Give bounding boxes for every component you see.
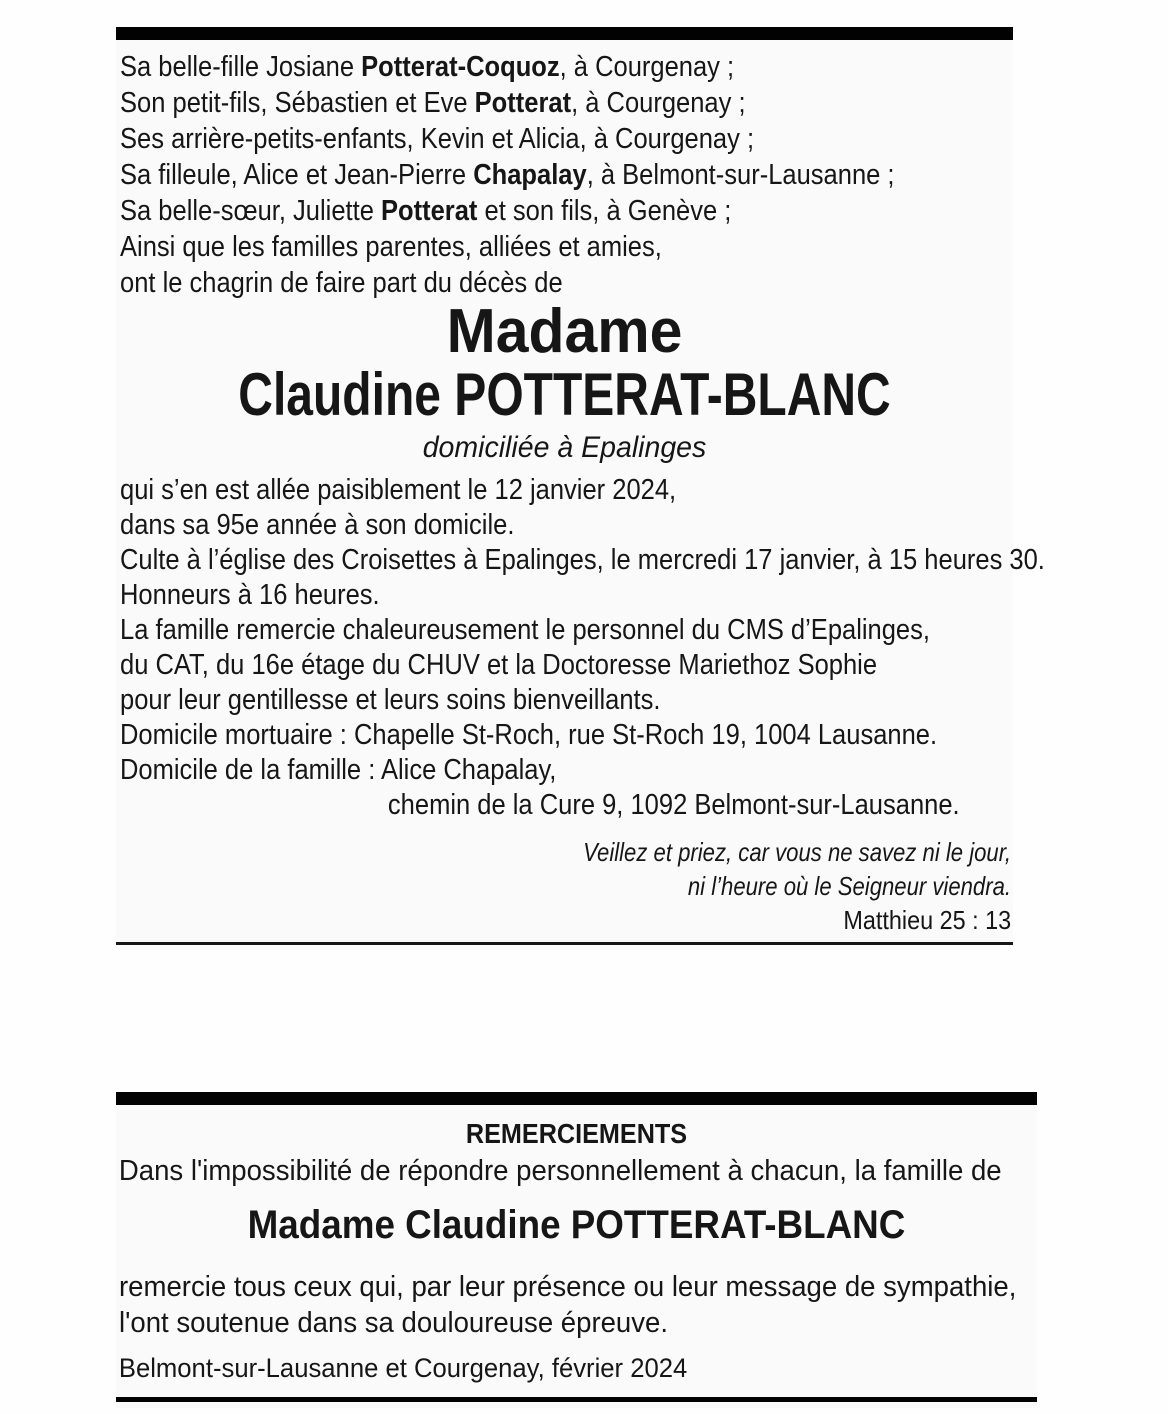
- scripture-verse: [116, 835, 1013, 903]
- notice-body: [116, 473, 1045, 788]
- family-line: Sa belle-sœur, Juliette Potterat et son fils, à Genève ;: [120, 195, 732, 227]
- family-line: Sa filleule, Alice et Jean-Pierre Chapalay, à Belmont-sur-Lausanne ;: [120, 159, 895, 191]
- deceased-title: Madame: [446, 297, 683, 366]
- body-line: dans sa 95e année à son domicile.: [120, 509, 515, 541]
- scripture-reference: Matthieu 25 : 13: [843, 905, 1012, 935]
- thanks-footer: Belmont-sur-Lausanne et Courgenay, février 2024: [118, 1353, 688, 1383]
- bottom-rule-thick: [116, 1397, 1037, 1402]
- top-divider-bar: [116, 27, 1013, 40]
- family-line: Sa belle-fille Josiane Potterat-Coquoz, à Courgenay ;: [120, 51, 735, 83]
- thanks-deceased-name: Madame Claudine POTTERAT-BLANC: [247, 1203, 906, 1247]
- body-line: Domicile de la famille : Alice Chapalay,: [120, 754, 557, 786]
- body-line: Domicile mortuaire : Chapelle St-Roch, rue St-Roch 19, 1004 Lausanne.: [120, 719, 938, 751]
- family-line: ont le chagrin de faire part du décès de: [120, 267, 563, 299]
- thanks-body: [116, 1269, 1037, 1341]
- bottom-rule-thin: [116, 942, 1013, 945]
- address-indent-line: chemin de la Cure 9, 1092 Belmont-sur-Lausanne.: [387, 789, 960, 821]
- family-line: Son petit-fils, Sébastien et Eve Potterat, à Courgenay ;: [120, 87, 746, 119]
- thanks-notice-card: [116, 1092, 1037, 1408]
- family-line: Ainsi que les familles parentes, alliées et amies,: [120, 231, 662, 263]
- family-list: [116, 49, 1013, 301]
- verse-line: Veillez et priez, car vous ne savez ni le jour,: [583, 837, 1011, 867]
- body-line: du CAT, du 16e étage du CHUV et la Doctoresse Mariethoz Sophie: [120, 649, 878, 681]
- thanks-body-line: remercie tous ceux qui, par leur présence ou leur message de sympathie,: [119, 1271, 1017, 1303]
- residence-line: domiciliée à Epalinges: [422, 431, 707, 464]
- body-line: pour leur gentillesse et leurs soins bienveillants.: [120, 684, 661, 716]
- body-line: qui s’en est allée paisiblement le 12 janvier 2024,: [120, 474, 677, 506]
- death-notice-card: [116, 27, 1045, 945]
- thanks-body-line: l'ont soutenue dans sa douloureuse épreuve.: [119, 1307, 669, 1339]
- remerciements-heading: REMERCIEMENTS: [465, 1118, 688, 1149]
- section-divider-bar: [116, 1092, 1037, 1105]
- deceased-name: Claudine POTTERAT-BLANC: [238, 361, 891, 428]
- body-line: Honneurs à 16 heures.: [120, 579, 380, 611]
- family-line: Ses arrière-petits-enfants, Kevin et Alicia, à Courgenay ;: [120, 123, 755, 155]
- verse-line: ni l’heure où le Seigneur viendra.: [687, 871, 1011, 901]
- body-line: Culte à l’église des Croisettes à Epalinges, le mercredi 17 janvier, à 15 heures 30.: [120, 544, 1045, 576]
- thanks-intro-line: Dans l'impossibilité de répondre personnellement à chacun, la famille de: [118, 1155, 1002, 1187]
- body-line: La famille remercie chaleureusement le personnel du CMS d’Epalinges,: [120, 614, 930, 646]
